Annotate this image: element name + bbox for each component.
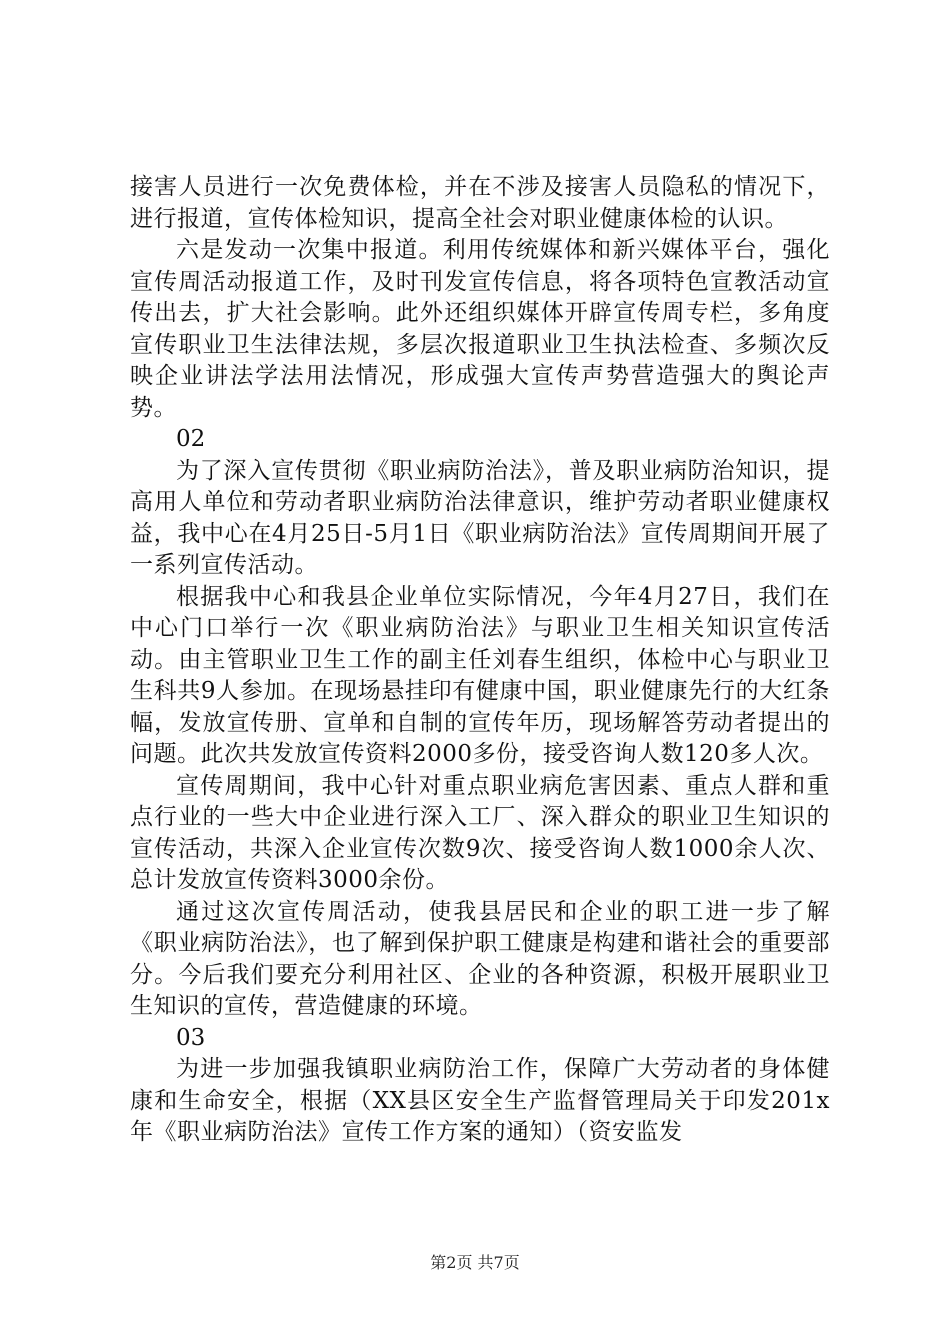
section-heading-02: 02 xyxy=(176,426,206,452)
page-footer: 第2页 共7页 xyxy=(430,1253,520,1272)
paragraph-03-intro: 为进一步加强我镇职业病防治工作，保障广大劳动者的身体健康和生命安全，根据（XX县区安全生产监督管理局关于印发201x年《职业病防治法》宣传工作方案的通知）（资安监发 xyxy=(130,1056,830,1145)
paragraph-02-summary: 通过这次宣传周活动，使我县居民和企业的职工进一步了解《职业病防治法》，也了解到保护职工健康是构建和谐社会的重要部分。今后我们要充分利用社区、企业的各种资源，积极开展职业卫生知识的宣传，营造健康的环境。 xyxy=(130,898,830,1019)
section-heading-03: 03 xyxy=(176,1024,206,1051)
paragraph-02-enterprises: 宣传周期间，我中心针对重点职业病危害因素、重点人群和重点行业的一些大中企业进行深入工厂、深入群众的职业卫生知识的宣传活动，共深入企业宣传次数9次、接受咨询人数1000余人次、总计发放宣传资料3000余份。 xyxy=(130,772,830,893)
paragraph-02-event: 根据我中心和我县企业单位实际情况，今年4月27日，我们在中心门口举行一次《职业病防治法》与职业卫生相关知识宣传活动。由主管职业卫生工作的副主任刘春生组织，体检中心与职业卫生科共9人参加。在现场悬挂印有健康中国，职业健康先行的大红条幅，发放宣传册、宣单和自制的宣传年历，现场解答劳动者提出的问题。此次共发放宣传资料2000多份，接受咨询人数120多人次。 xyxy=(130,583,830,767)
document-body xyxy=(130,172,830,1149)
paragraph-continuation: 接害人员进行一次免费体检，并在不涉及接害人员隐私的情况下，进行报道，宣传体检知识，提高全社会对职业健康体检的认识。 xyxy=(130,174,830,232)
paragraph-media-report: 六是发动一次集中报道。利用传统媒体和新兴媒体平台，强化宣传周活动报道工作，及时刊发宣传信息，将各项特色宣教活动宣传出去，扩大社会影响。此外还组织媒体开辟宣传周专栏，多角度宣传职业卫生法律法规，多层次报道职业卫生执法检查、多频次反映企业讲法学法用法情况，形成强大宣传声势营造强大的舆论声势。 xyxy=(130,237,830,421)
paragraph-02-intro: 为了深入宣传贯彻《职业病防治法》，普及职业病防治知识，提高用人单位和劳动者职业病防治法律意识，维护劳动者职业健康权益，我中心在4月25日-5月1日《职业病防治法》宣传周期间开展了一系列宣传活动。 xyxy=(130,457,830,578)
